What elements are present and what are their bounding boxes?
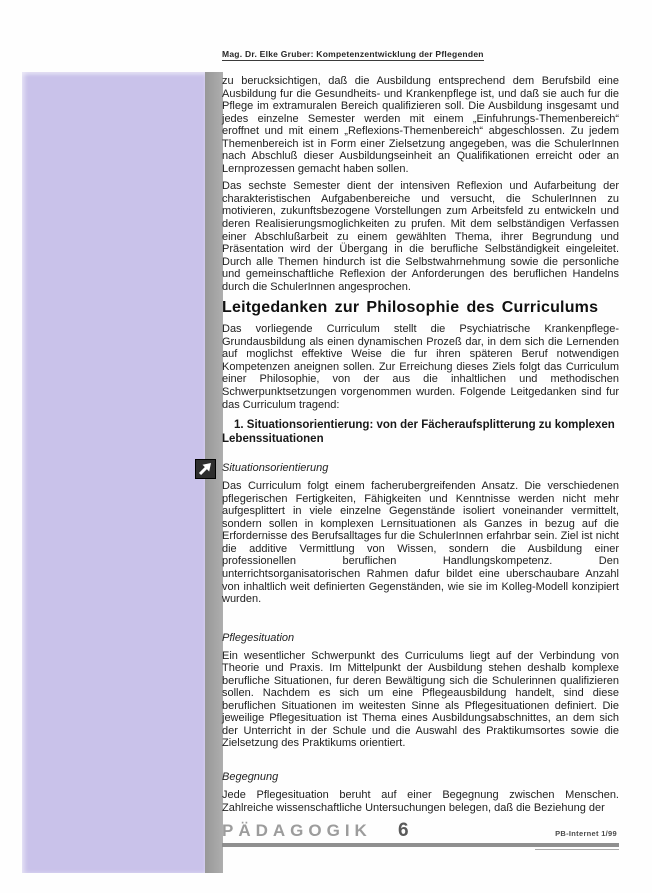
subsection-label <box>222 462 619 474</box>
article-body <box>222 44 619 819</box>
subsection-label <box>222 632 619 644</box>
journal-name: PÄDAGOGIK <box>222 821 372 840</box>
subsection-label <box>222 771 619 783</box>
sidebar-color-band <box>22 72 205 873</box>
arrow-up-right-icon <box>195 459 216 479</box>
paragraph: Das vorliegende Curriculum stellt die Psychiatrische Krankenpflege-Grundausbildung als einen dynamischen Prozeß dar, in dem sich die Lernenden auf moglichst effektive Weise die fur ihren späteren Beruf notwendigen Kompetenzen aneignen sollen. Zur Erreichung dieses Ziels folgt das Curriculum einer Philosophie, von der aus die inhaltlichen und methodischen Schwerpunktsetzungen vorgenommen wurden. Folgende Leitgedanken sind fur das Curriculum tragend: <box>222 323 619 411</box>
paragraph: Jede Pflegesituation beruht auf einer Begegnung zwischen Menschen. Zahlreiche wissenschaftliche Untersuchungen belegen, daß die Beziehung der <box>222 788 619 814</box>
numbered-subheading: 1. Situationsorientierung: von der Fächeraufsplitterung zu komplexen Lebenssituationen <box>222 419 615 445</box>
paragraph: Das sechste Semester dient der intensiven Reflexion und Aufarbeitung der charakteristischen Aufgabenbereiche und versucht, die SchulerInnen zu motivieren, zukunftsbezogene Vorstellungen zum Arbeitsfeld zu entwickeln und deren Realisierungsmoglichkeiten zu prufen. Mit dem selbständigen Verfassen einer Abschlußarbeit zu einem gewählten Thema, ihrer Begrundung und Präsentation wird der Übergang in die berufliche Selbständigkeit eingeleitet. Durch alle Themen hindurch ist die Selbstwahrnehmung sowie die personliche und gemeinschaftliche Reflexion der Anforderungen des beruflichen Handelns durch die SchulerInnen angesprochen. <box>222 180 619 293</box>
subsection-label-text: Begegnung <box>222 770 279 783</box>
paragraph: zu berucksichtigen, daß die Ausbildung entsprechend dem Berufsbild eine Ausbildung fur die Gesundheits- und Krankenpflege ist, und daß sie auch fur die Pflege im extramuralen Bereich qualifizieren soll. Die Ausbildung insgesamt und jedes einzelne Semester werden mit einem „Einfuhrungs-Themenbereich“ eroffnet und mit einem „Reflexions-Themenbereich“ abgeschlossen. Zu jedem Themenbereich ist in Form einer Zielsetzung angegeben, was die SchulerInnen nach Abschluß dieser Ausbildungseinheit an Qualifikationen erreicht oder an Lernprozessen gemacht haben sollen. <box>222 75 619 175</box>
running-header-byline: Mag. Dr. Elke Gruber: Kompetenzentwicklung der Pflegenden <box>222 49 484 59</box>
paragraph: Ein wesentlicher Schwerpunkt des Curriculums liegt auf der Verbindung von Theorie und Praxis. Im Mittelpunkt der Ausbildung stehen deshalb komplexe berufliche Situationen, fur deren Bewältigung sich die Schulerinnen qualifizieren sollen. Nachdem es sich um eine Pflegeausbildung handelt, sind diese beruflichen Situationen im weitesten Sinne als Pflegesituationen definiert. Die jeweilige Pflegesituation ist Thema eines Ausbildungsabschnittes, an dem sich der Unterricht in der Schule und die Auswahl des Praktikumsortes sowie die Zielsetzung des Praktikums orientiert. <box>222 649 619 750</box>
subsection-label-text: Situationsorientierung <box>222 462 329 475</box>
footer-subrule <box>535 849 619 850</box>
subsection-label-text: Pflegesituation <box>222 631 295 644</box>
page-number: 6 <box>398 820 409 841</box>
footer-rule <box>222 843 619 847</box>
issue-label: PB-Internet 1/99 <box>555 829 617 838</box>
paragraph: Das Curriculum folgt einem facherubergreifenden Ansatz. Die verschiedenen pflegerischen Fertigkeiten, Fähigkeiten und Kenntnisse werden nicht mehr aufgesplittert in viele einzelne Gegenstände isoliert voneinander vermittelt, sondern sollen in komplexen Lernsituationen als Ganzes in bezug auf die Erfordernisse des Berufsalltages fur die SchulerInnen erfahrbar sein. Ziel ist nicht die additive Vermittlung von Wissen, sondern die Ausbildung einer professionellen beruflichen Handlungskompetenz. Den unterrichtsorganisatorischen Rahmen dafur bildet eine uberschaubare Anzahl von inhaltlich weit definierten Gegenständen, wie sie im Kolleg-Modell konzipiert wurden. <box>222 480 619 606</box>
section-heading: Leitgedanken zur Philosophie des Curriculums <box>222 299 599 317</box>
page-footer <box>222 820 619 856</box>
